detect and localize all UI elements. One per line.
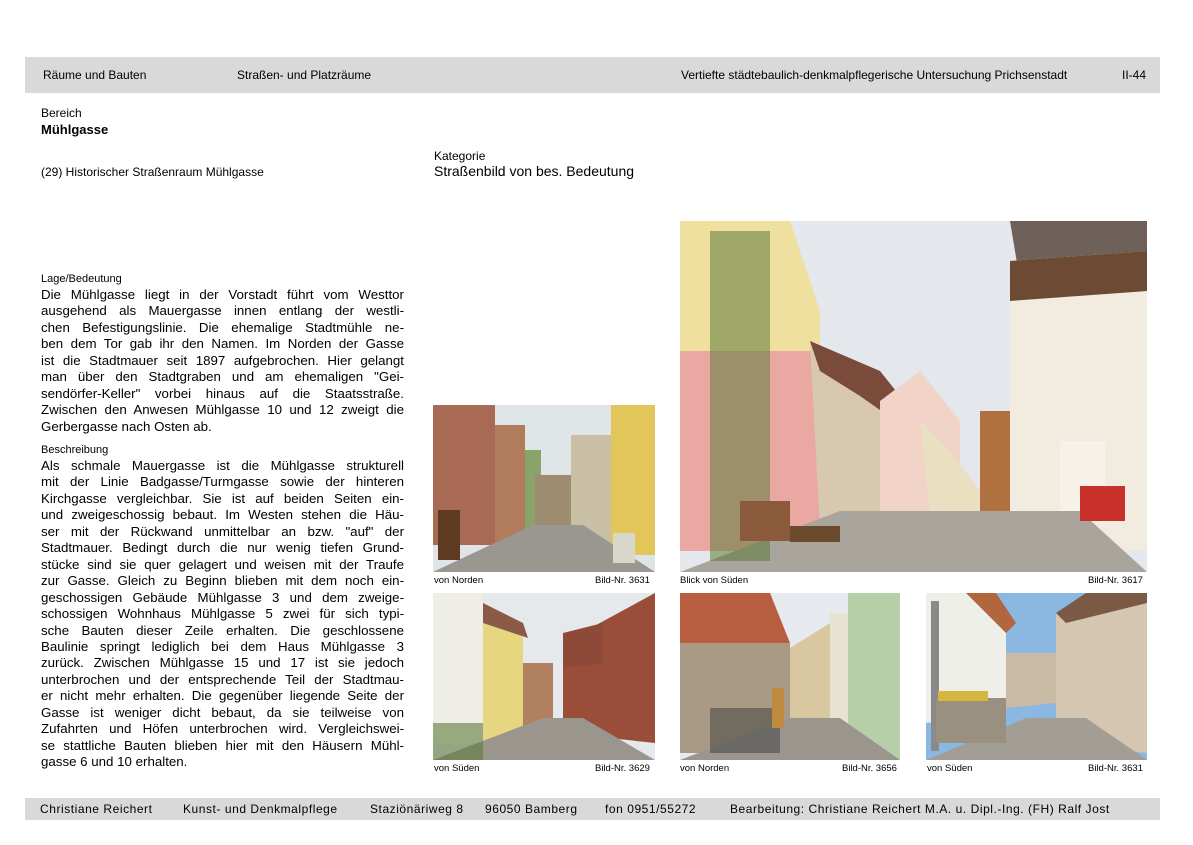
photo-4-caption: von Norden	[680, 763, 730, 774]
kategorie-label: Kategorie	[434, 149, 486, 163]
beschreibung-line: geschossigen Gebäude Mühlgasse 3 und dem zweige-	[41, 589, 404, 605]
beschreibung-line: sche Bauten dieser Zeile erhalten. Die geschlossene	[41, 622, 404, 638]
photo-3-caption: von Süden	[434, 763, 480, 774]
footer-street: Staziönäriweg 8	[370, 802, 464, 816]
lage-line: ausgehend als Mauergasse innen entlang der westli-	[41, 303, 404, 319]
photo-3-number: Bild-Nr. 3629	[595, 763, 650, 774]
photo-4-number: Bild-Nr. 3656	[842, 763, 897, 774]
photo-1-caption: von Norden	[434, 575, 484, 586]
lage-text	[41, 287, 404, 435]
beschreibung-line: Gasse ist weniger dicht bebaut, da sie teilweise von	[41, 704, 404, 720]
lage-label: Lage/Bedeutung	[41, 273, 122, 285]
photo-1-number: Bild-Nr. 3631	[595, 575, 650, 586]
beschreibung-line: schossigen Wohnhaus Mühlgasse 5 zwei für sich typi-	[41, 606, 404, 622]
beschreibung-line: gasse 6 und 10 erhalten.	[41, 754, 188, 770]
photo-2-number: Bild-Nr. 3617	[1088, 575, 1143, 586]
photo-blick-von-süden	[680, 221, 1147, 572]
photo-mühlgasse-von-norden-2	[680, 593, 900, 760]
photo-5-caption: von Süden	[927, 763, 973, 774]
beschreibung-label: Beschreibung	[41, 444, 109, 456]
photo-mühlgasse-von-süden-2	[926, 593, 1147, 760]
kategorie-value: Straßenbild von bes. Bedeutung	[434, 163, 635, 179]
beschreibung-line: ser mit der Rückwand unmittelbar an bzw. "auf" der	[41, 523, 404, 539]
bereich-name: Mühlgasse	[41, 122, 109, 137]
page-header	[25, 57, 1160, 93]
object-title: (29) Historischer Straßenraum Mühlgasse	[41, 165, 264, 179]
bereich-label: Bereich	[41, 106, 82, 120]
beschreibung-line: unterbrochen und der entsprechende Teil der Stadtmau-	[41, 671, 404, 687]
lage-line: ist die Stadtmauer seit 1897 aufgebrochen. Hier gelangt	[41, 352, 404, 368]
header-subsection: Straßen- und Platzräume	[237, 68, 372, 82]
photo-2-caption: Blick von Süden	[680, 575, 749, 586]
beschreibung-line: mit der Linie Badgasse/Turmgasse sowie der hinteren	[41, 474, 404, 490]
footer-credits: Bearbeitung: Christiane Reichert M.A. u. Dipl.-Ing. (FH) Ralf Jost	[730, 802, 1110, 816]
footer-phone: fon 0951/55272	[605, 802, 697, 816]
beschreibung-line: und zweigeschossig bebaut. Im Westen stehen die Häu-	[41, 507, 404, 523]
beschreibung-line: er nicht mehr erhalten. Die gegenüber liegende Seite der	[41, 688, 404, 704]
beschreibung-line: Zufahrten und Höfen unterbrochen wird. Vergleichswei-	[41, 721, 404, 737]
lage-line: man über den Stadtgraben und am ehemaligen "Gei-	[41, 369, 404, 385]
beschreibung-line: zur Gasse. Gleich zu Beginn blieben mit dem noch ein-	[41, 573, 404, 589]
lage-line: chen Befestigungslinie. Die ehemalige Stadtmühle ne-	[41, 319, 404, 335]
photo-mühlgasse-von-süden-1	[433, 593, 655, 760]
lage-line: Die Mühlgasse liegt in der Vorstadt führt vom Westtor	[41, 287, 404, 302]
footer-name: Christiane Reichert	[40, 802, 153, 816]
beschreibung-line: Kirchgasse vergleichbar. Sie ist auf beiden Seiten ein-	[41, 490, 404, 506]
lage-line: Zwischen den Anwesen Mühlgasse 10 und 12 zweigt die	[41, 402, 404, 418]
lage-line: ben dem Tor gab ihr den Namen. Im Norden der Gasse	[41, 336, 404, 352]
beschreibung-line: Stadtmauer. Bedingt durch die nur wenig tiefen Grund-	[41, 540, 404, 556]
footer-city: 96050 Bamberg	[485, 802, 578, 816]
lage-line: sendörfer-Keller" vorbei hinaus auf die Staatsstraße.	[41, 385, 404, 401]
beschreibung-line: se stattliche Bauten blieben hier mit den Häusern Mühl-	[41, 737, 404, 753]
header-study-title: Vertiefte städtebaulich-denkmalpflegerische Untersuchung Prichsenstadt	[681, 68, 1068, 82]
page-footer	[25, 798, 1160, 820]
photo-mühlgasse-von-norden-1	[433, 405, 655, 572]
photo-5-number: Bild-Nr. 3631	[1088, 763, 1143, 774]
lage-line: Gerbergasse nach Osten ab.	[41, 418, 212, 434]
beschreibung-text	[41, 458, 404, 771]
beschreibung-line: stücke sind sie quer gelagert und weisen mit der Traufe	[41, 556, 404, 572]
header-page-number: II-44	[1122, 68, 1147, 82]
header-section: Räume und Bauten	[43, 68, 147, 82]
footer-office: Kunst- und Denkmalpflege	[183, 802, 338, 816]
beschreibung-line: Als schmale Mauergasse ist die Mühlgasse strukturell	[41, 458, 404, 473]
beschreibung-line: Baulinie springt lediglich bei dem Haus Mühlgasse 3	[41, 638, 404, 654]
beschreibung-line: zurück. Zwischen Mühlgasse 15 und 17 ist sie jedoch	[41, 655, 404, 671]
